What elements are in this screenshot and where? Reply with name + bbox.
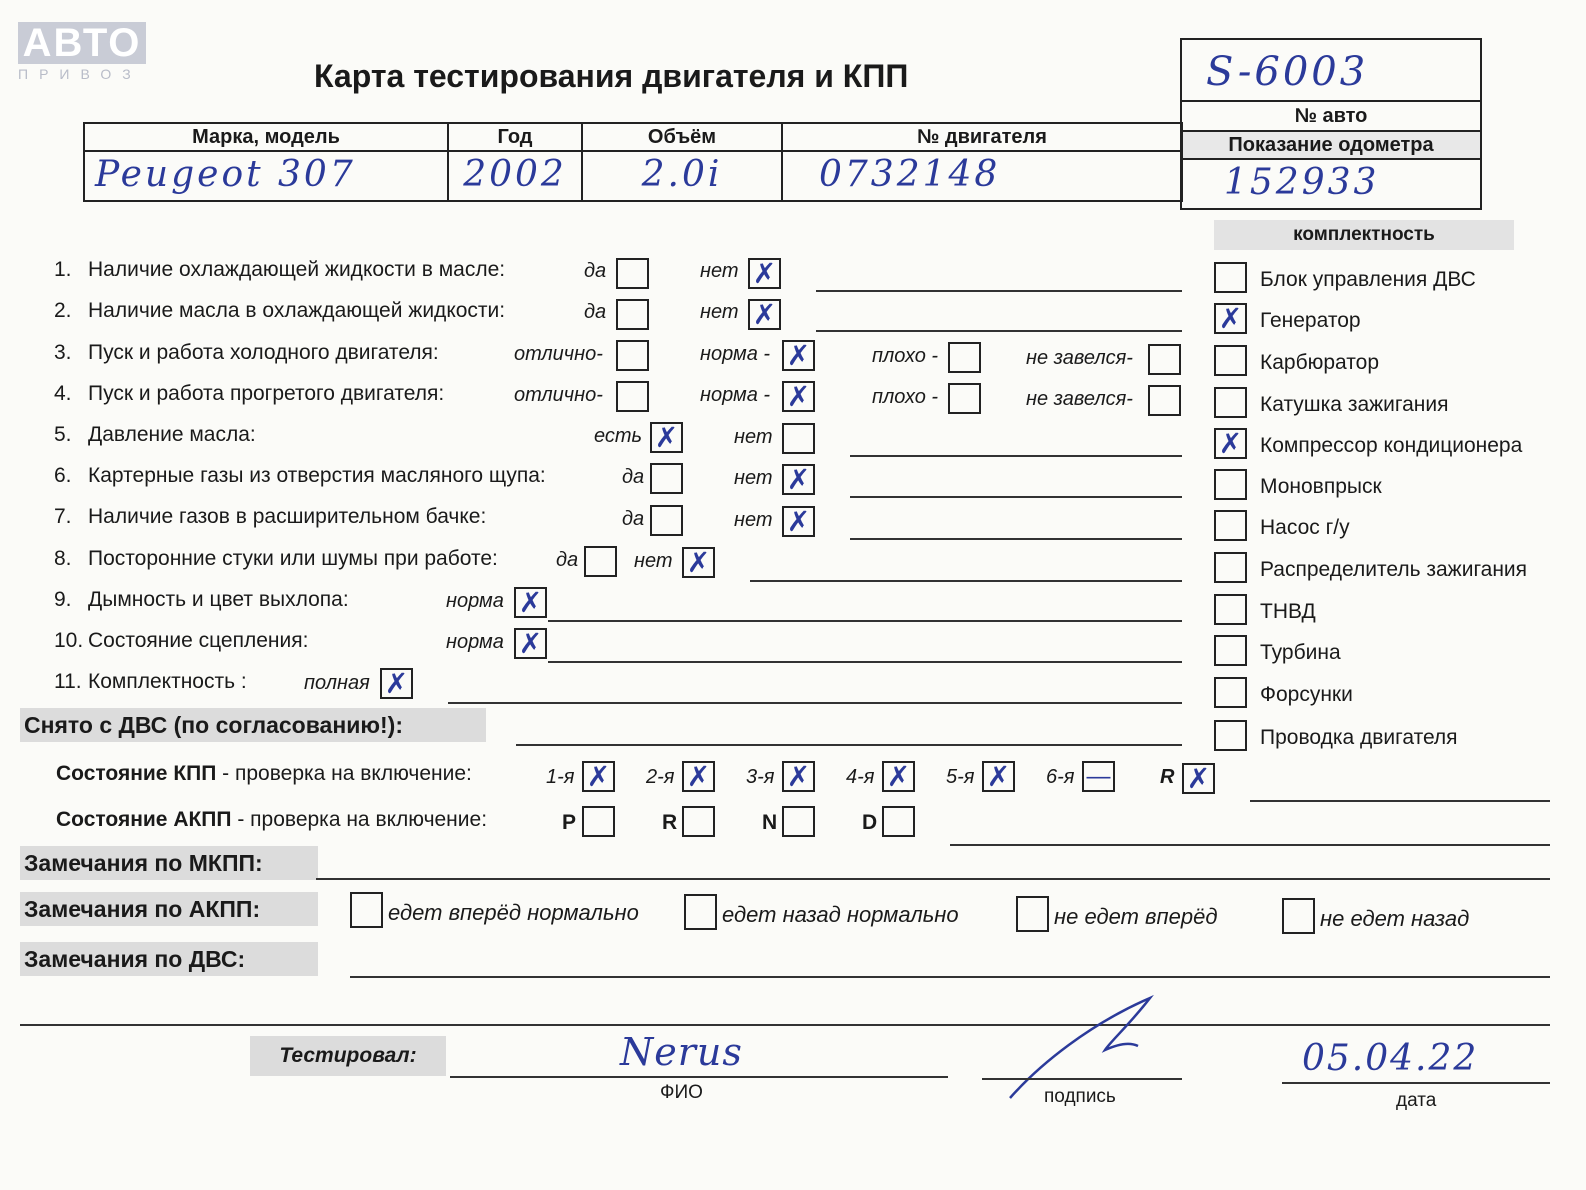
komp-checkbox[interactable]	[1214, 720, 1247, 751]
item-number: 7.	[54, 505, 72, 528]
checkbox[interactable]	[948, 383, 981, 414]
engine-number-value: 0732148	[819, 154, 1001, 195]
gear-checkbox-checked[interactable]	[682, 761, 715, 792]
komp-checkbox[interactable]	[1214, 677, 1247, 708]
remarks-dvs-label: Замечания по ДВС:	[20, 942, 318, 976]
underline	[850, 538, 1182, 540]
komp-checkbox[interactable]	[1214, 469, 1247, 500]
item-text: Картерные газы из отверстия масляного щупа:	[88, 464, 546, 487]
car-id-value: S-6003	[1206, 49, 1369, 95]
underline	[1250, 800, 1550, 802]
item-text: Наличие газов в расширительном бачке:	[88, 505, 487, 528]
underline	[548, 620, 1182, 622]
test-date: 05.04.22	[1302, 1038, 1479, 1079]
checkbox-checked[interactable]	[380, 668, 413, 699]
option-label: отлично-	[514, 384, 603, 406]
option-label: нет	[734, 509, 773, 531]
underline	[448, 702, 1182, 704]
odometer-value: 152933	[1224, 162, 1380, 203]
kpp-label-bold: Состояние КПП	[56, 762, 217, 785]
header-col-label: Марка, модель	[85, 124, 447, 152]
logo-subtitle: ПРИВОЗ	[18, 66, 142, 82]
date-label: дата	[1396, 1090, 1437, 1111]
item-text: Давление масла:	[88, 423, 256, 446]
komp-checkbox[interactable]	[1214, 345, 1247, 376]
komp-label: Проводка двигателя	[1260, 726, 1458, 749]
akpp-remark-checkbox[interactable]	[1282, 898, 1315, 934]
underline	[20, 1024, 1550, 1026]
akpp-label	[56, 808, 487, 832]
option-label: нет	[700, 301, 739, 323]
item-text: Наличие масла в охлаждающей жидкости:	[88, 299, 506, 322]
mode-label: D	[862, 811, 878, 834]
checkbox-checked[interactable]	[748, 299, 781, 330]
akpp-remark-checkbox[interactable]	[1016, 896, 1049, 932]
mode-label: P	[562, 811, 577, 834]
checkbox[interactable]	[616, 258, 649, 289]
logo: АВТО	[18, 22, 146, 64]
header-col-year	[449, 124, 583, 202]
item-text: Пуск и работа холодного двигателя:	[88, 341, 439, 364]
gear-checkbox-checked[interactable]	[882, 761, 915, 792]
akpp-remark-checkbox[interactable]	[350, 892, 383, 928]
akpp-remark-label: едет назад нормально	[722, 902, 959, 927]
tested-by-label: Тестировал:	[250, 1036, 446, 1076]
item-text: Наличие охлаждающей жидкости в масле:	[88, 258, 506, 281]
checkbox[interactable]	[650, 463, 683, 494]
gear-label: 2-я	[646, 766, 675, 788]
item-number: 6.	[54, 464, 72, 487]
komp-checkbox[interactable]	[1214, 510, 1247, 541]
checkbox[interactable]	[948, 342, 981, 373]
underline	[982, 1078, 1182, 1080]
underline	[1282, 1082, 1550, 1084]
checkbox-checked[interactable]	[782, 506, 815, 537]
checkbox[interactable]	[1148, 385, 1181, 416]
header-col-model	[85, 124, 449, 202]
item-text: Пуск и работа прогретого двигателя:	[88, 382, 445, 405]
checkbox-checked[interactable]	[514, 628, 547, 659]
car-id-box	[1180, 38, 1482, 210]
item-text: Дымность и цвет выхлопа:	[88, 588, 349, 611]
gear-label: 4-я	[846, 766, 875, 788]
checkbox-checked[interactable]	[782, 340, 815, 371]
option-label: есть	[594, 425, 643, 447]
komp-checkbox[interactable]	[1214, 552, 1247, 583]
header-col-label: № двигателя	[783, 124, 1181, 152]
gear-label: 3-я	[746, 766, 775, 788]
akpp-remark-label: едет вперёд нормально	[388, 900, 639, 925]
item-number: 2.	[54, 299, 72, 322]
gear-checkbox-dash[interactable]: —	[1082, 761, 1115, 792]
option-label: нет	[634, 550, 673, 572]
mode-checkbox[interactable]	[782, 806, 815, 837]
page-title: Карта тестирования двигателя и КПП	[314, 58, 909, 94]
komp-label: Распределитель зажигания	[1260, 558, 1528, 581]
item-number: 11.	[54, 670, 82, 693]
gear-label: 6-я	[1046, 766, 1075, 788]
komp-checkbox[interactable]	[1214, 387, 1247, 418]
option-label: да	[584, 301, 607, 323]
mode-label: N	[762, 811, 778, 834]
header-col-engine	[783, 124, 1181, 202]
komp-label: Карбюратор	[1260, 351, 1380, 374]
item-number: 4.	[54, 382, 72, 405]
volume-value: 2.0i	[641, 154, 723, 195]
akpp-remark-label: не едет назад	[1320, 906, 1470, 931]
checkbox[interactable]	[1148, 344, 1181, 375]
gear-label: 5-я	[946, 766, 975, 788]
gear-checkbox-checked[interactable]	[782, 761, 815, 792]
komp-label: Форсунки	[1260, 683, 1353, 706]
gear-label: R	[1160, 766, 1175, 788]
checkbox-checked[interactable]	[748, 258, 781, 289]
remarks-mkpp-label: Замечания по МКПП:	[20, 846, 318, 880]
gear-checkbox-checked[interactable]	[982, 761, 1015, 792]
option-label: да	[622, 466, 645, 488]
option-label: да	[556, 549, 579, 571]
option-label: полная	[304, 672, 370, 694]
komp-label: Генератор	[1260, 309, 1361, 332]
option-label: нет	[734, 426, 773, 448]
checkbox-checked[interactable]	[682, 547, 715, 578]
underline	[450, 1076, 948, 1078]
item-text: Посторонние стуки или шумы при работе:	[88, 547, 498, 570]
underline	[350, 976, 1550, 978]
remarks-akpp-label: Замечания по АКПП:	[20, 892, 318, 926]
item-text: Состояние сцепления:	[88, 629, 309, 652]
akpp-label-rest: - проверка на включение:	[231, 808, 488, 831]
vehicle-header-table	[83, 122, 1183, 202]
gear-label: 1-я	[546, 766, 575, 788]
item-number: 1.	[54, 258, 72, 281]
car-id-label: № авто	[1182, 100, 1480, 130]
option-label: да	[622, 508, 645, 530]
item-number: 9.	[54, 588, 72, 611]
underline	[950, 844, 1550, 846]
option-label: норма -	[700, 384, 771, 406]
option-label: нет	[700, 260, 739, 282]
header-col-label: Год	[449, 124, 581, 152]
kpp-label	[56, 762, 472, 786]
option-label: да	[584, 260, 607, 282]
removed-from-engine-label: Снято с ДВС (по согласованию!):	[20, 708, 486, 742]
underline	[316, 878, 1550, 880]
checkbox[interactable]	[650, 505, 683, 536]
checkbox[interactable]	[616, 381, 649, 412]
option-label: норма	[446, 590, 504, 612]
komp-label: Блок управления ДВС	[1260, 268, 1476, 291]
item-number: 3.	[54, 341, 72, 364]
mode-label: R	[662, 811, 678, 834]
komp-checkbox[interactable]	[1214, 262, 1247, 293]
fio-label: ФИО	[660, 1082, 703, 1103]
option-label: отлично-	[514, 343, 603, 365]
komp-label: Турбина	[1260, 641, 1341, 664]
checkbox-checked[interactable]	[782, 464, 815, 495]
komplektnost-title: комплектность	[1214, 220, 1514, 250]
akpp-remark-label: не едет вперёд	[1054, 904, 1218, 929]
odometer-label: Показание одометра	[1182, 130, 1480, 160]
gear-checkbox-checked[interactable]	[1182, 763, 1215, 794]
underline	[816, 290, 1182, 292]
checkbox[interactable]	[782, 423, 815, 454]
mode-checkbox[interactable]	[682, 806, 715, 837]
akpp-remark-checkbox[interactable]	[684, 894, 717, 930]
option-label: норма -	[700, 343, 771, 365]
option-label: плохо -	[872, 386, 939, 408]
mode-checkbox[interactable]	[582, 806, 615, 837]
model-value: Peugeot 307	[95, 154, 356, 195]
option-label: плохо -	[872, 345, 939, 367]
checkbox[interactable]	[584, 546, 617, 577]
checkbox-checked[interactable]	[650, 422, 683, 453]
underline	[750, 580, 1182, 582]
underline	[816, 330, 1182, 332]
header-col-volume	[583, 124, 783, 202]
checkbox-checked[interactable]	[782, 381, 815, 412]
option-label: не завелся-	[1026, 388, 1133, 410]
underline	[850, 496, 1182, 498]
checkbox-checked[interactable]	[514, 587, 547, 618]
komp-label: Компрессор кондиционера	[1260, 434, 1523, 457]
option-label: норма	[446, 631, 504, 653]
komp-checkbox-checked[interactable]	[1214, 428, 1247, 459]
underline	[850, 455, 1182, 457]
year-value: 2002	[463, 154, 567, 195]
option-label: не завелся-	[1026, 347, 1133, 369]
komp-label: Насос г/у	[1260, 516, 1350, 539]
checkbox[interactable]	[616, 299, 649, 330]
komp-checkbox[interactable]	[1214, 635, 1247, 666]
item-text: Комплектность :	[88, 670, 247, 693]
kpp-label-rest: - проверка на включение:	[216, 762, 472, 785]
komp-checkbox-checked[interactable]	[1214, 303, 1247, 334]
option-label: нет	[734, 467, 773, 489]
header-col-label: Объём	[583, 124, 781, 152]
komp-label: Катушка зажигания	[1260, 393, 1449, 416]
item-number: 8.	[54, 547, 72, 570]
mode-checkbox[interactable]	[882, 806, 915, 837]
item-number: 10.	[54, 629, 84, 652]
komp-checkbox[interactable]	[1214, 594, 1247, 625]
komp-label: Моновпрыск	[1260, 475, 1382, 498]
item-number: 5.	[54, 423, 72, 446]
underline	[548, 661, 1182, 663]
akpp-label-bold: Состояние АКПП	[56, 808, 232, 831]
tester-name: Nerus	[620, 1030, 743, 1074]
signature-label: подпись	[1044, 1086, 1116, 1107]
gear-checkbox-checked[interactable]	[582, 761, 615, 792]
komp-label: ТНВД	[1260, 600, 1316, 623]
underline	[516, 744, 1182, 746]
checkbox[interactable]	[616, 340, 649, 371]
